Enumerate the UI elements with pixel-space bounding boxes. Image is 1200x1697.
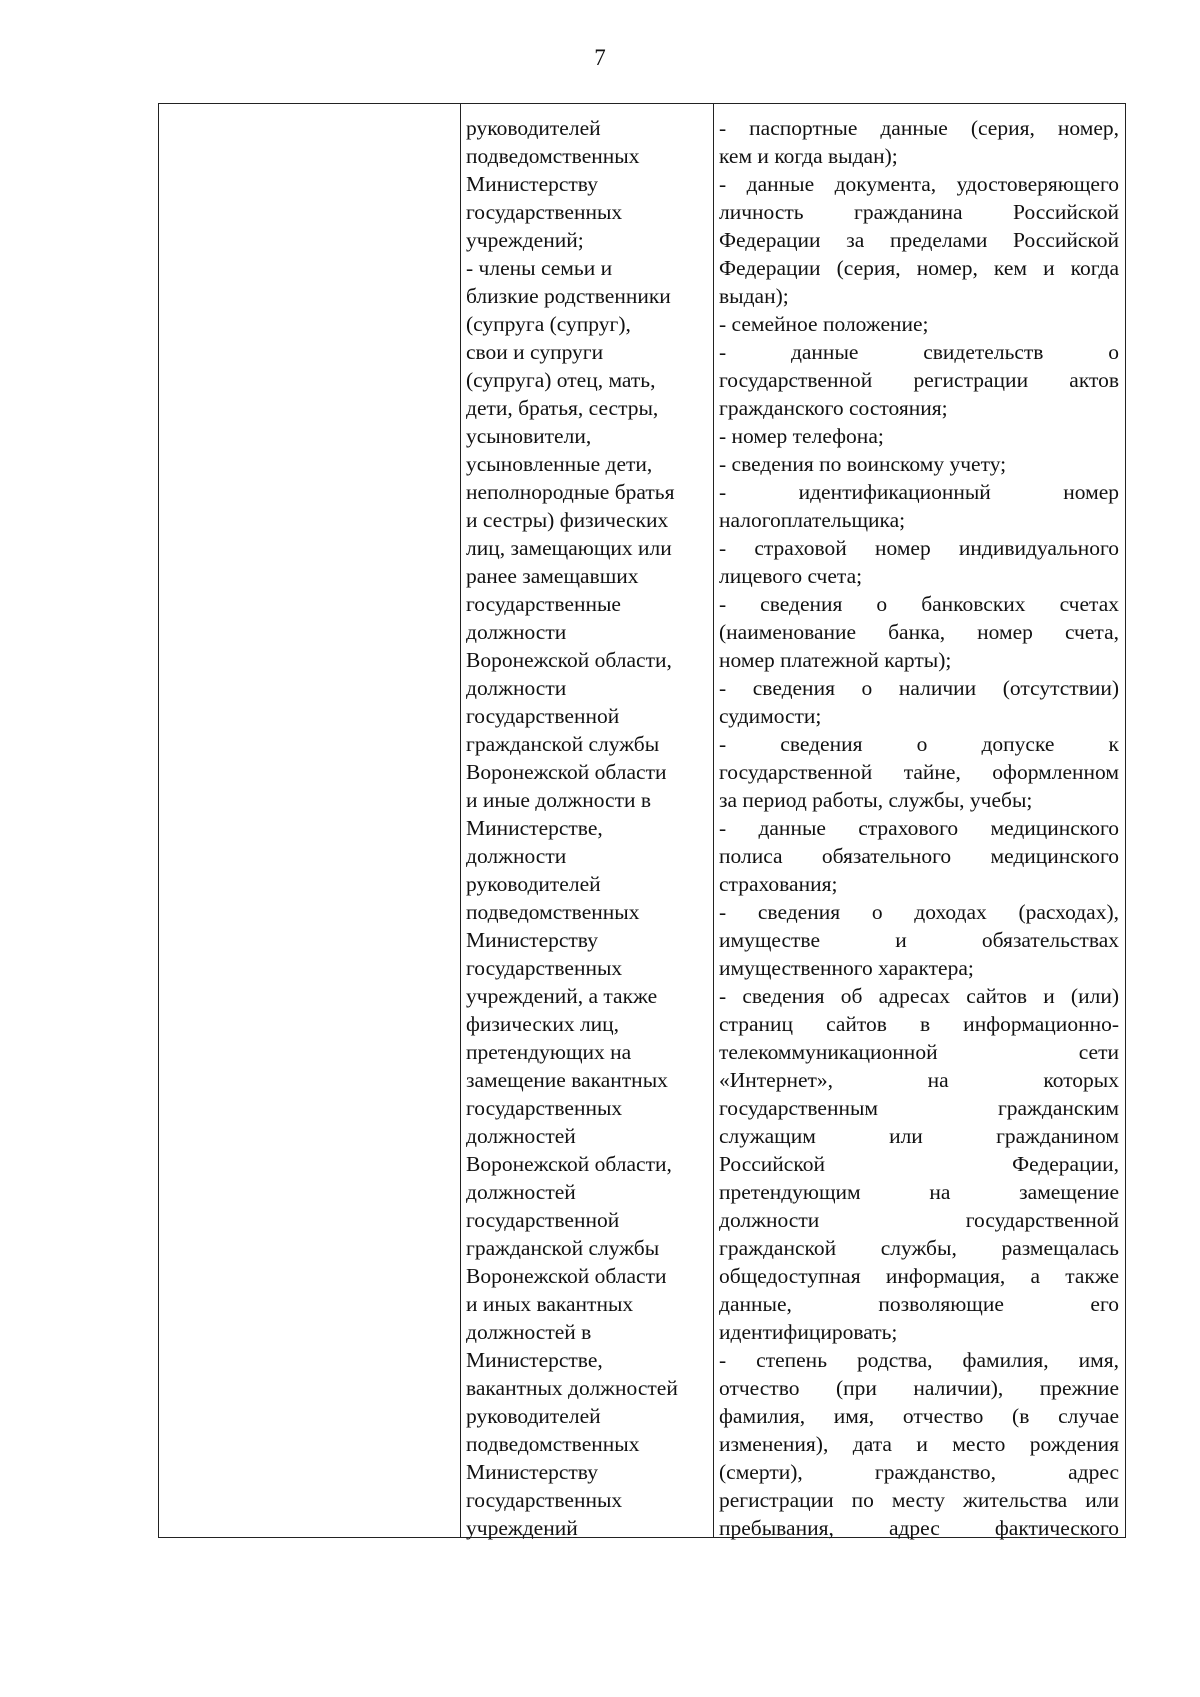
personal-data-line: судимости;	[719, 704, 822, 728]
subject-category-line: должности	[466, 620, 567, 644]
personal-data-line: претендующим на замещение	[719, 1180, 1119, 1204]
personal-data-line: государственным гражданским	[719, 1096, 1119, 1120]
personal-data-line: - номер телефона;	[719, 424, 884, 448]
personal-data-line: служащим или гражданином	[719, 1124, 1119, 1148]
personal-data-line: имуществе и обязательствах	[719, 928, 1119, 952]
subject-category-line: Воронежской области,	[466, 648, 672, 672]
subject-category-line: государственные	[466, 592, 621, 616]
subject-category-line: государственных	[466, 200, 623, 224]
subject-category-line: государственной	[466, 1208, 620, 1232]
personal-data-line: фамилия, имя, отчество (в случае	[719, 1404, 1119, 1428]
subject-category-line: руководителей	[466, 872, 601, 896]
personal-data-line: «Интернет», на которых	[719, 1068, 1119, 1092]
subject-category-line: и иных вакантных	[466, 1292, 634, 1316]
subject-category-line: должности	[466, 676, 567, 700]
personal-data-line: - паспортные данные (серия, номер,	[719, 116, 1119, 140]
subject-category-line: учреждений, а также	[466, 984, 658, 1008]
personal-data-line: - сведения о банковских счетах	[719, 592, 1119, 616]
subject-category-line: должностей	[466, 1180, 576, 1204]
subject-category-line: подведомственных	[466, 144, 640, 168]
subject-category-line: Воронежской области,	[466, 1152, 672, 1176]
subject-category-line: и сестры) физических	[466, 508, 669, 532]
personal-data-line: - сведения о допуске к	[719, 732, 1119, 756]
personal-data-line: за период работы, службы, учебы;	[719, 788, 1033, 812]
subject-category-line: Министерстве,	[466, 816, 603, 840]
subject-category-line: учреждений	[466, 1516, 578, 1540]
personal-data-line: выдан);	[719, 284, 789, 308]
subject-category-line: ранее замещавших	[466, 564, 639, 588]
subject-category-line: Министерстве,	[466, 1348, 603, 1372]
data-table	[158, 103, 1126, 1538]
personal-data-line: кем и когда выдан);	[719, 144, 898, 168]
subject-category-line: учреждений;	[466, 228, 584, 252]
subject-category-line: государственных	[466, 956, 623, 980]
personal-data-line: идентифицировать;	[719, 1320, 898, 1344]
personal-data-line: - данные документа, удостоверяющего	[719, 172, 1119, 196]
subject-category-line: Министерству	[466, 1460, 598, 1484]
personal-data-line: - идентификационный номер	[719, 480, 1119, 504]
subject-category-line: государственной	[466, 704, 620, 728]
personal-data-line: полиса обязательного медицинского	[719, 844, 1119, 868]
personal-data-line: налогоплательщика;	[719, 508, 906, 532]
personal-data-line: страниц сайтов в информационно-	[719, 1012, 1119, 1036]
subject-category-line: подведомственных	[466, 900, 640, 924]
personal-data-line: телекоммуникационной сети	[719, 1040, 1119, 1064]
subject-category-line: подведомственных	[466, 1432, 640, 1456]
page-number: 7	[594, 45, 606, 70]
personal-data-line: - сведения о доходах (расходах),	[719, 900, 1119, 924]
subject-category-line: гражданской службы	[466, 1236, 660, 1260]
personal-data-line: отчество (при наличии), прежние	[719, 1376, 1119, 1400]
subject-category-line: государственных	[466, 1488, 623, 1512]
personal-data-line: лицевого счета;	[719, 564, 863, 588]
personal-data-line: гражданской службы, размещалась	[719, 1236, 1119, 1260]
personal-data-line: регистрации по месту жительства или	[719, 1488, 1119, 1512]
personal-data-line: - данные свидетельств о	[719, 340, 1119, 364]
personal-data-line: Федерации (серия, номер, кем и когда	[719, 256, 1119, 280]
personal-data-line: личность гражданина Российской	[719, 200, 1119, 224]
personal-data-line: государственной тайне, оформленном	[719, 760, 1119, 784]
subject-category-line: должностей в	[466, 1320, 592, 1344]
personal-data-line: - степень родства, фамилия, имя,	[719, 1348, 1119, 1372]
table-column-1	[159, 104, 461, 1537]
personal-data-line: общедоступная информация, а также	[719, 1264, 1119, 1288]
subject-category-line: свои и супруги	[466, 340, 604, 364]
subject-category-line: - члены семьи и	[466, 256, 613, 280]
table-column-categories	[461, 104, 714, 1540]
subject-category-line: (супруга (супруг),	[466, 312, 631, 336]
subject-category-line: Министерству	[466, 928, 598, 952]
subject-category-line: гражданской службы	[466, 732, 660, 756]
subject-category-line: дети, братья, сестры,	[466, 396, 659, 420]
personal-data-line: номер платежной карты);	[719, 648, 952, 672]
subject-category-line: должности	[466, 844, 567, 868]
personal-data-line: - семейное положение;	[719, 312, 929, 336]
subject-category-line: лиц, замещающих или	[466, 536, 672, 560]
subject-category-line: руководителей	[466, 1404, 601, 1428]
subject-category-line: (супруга) отец, мать,	[466, 368, 656, 392]
subject-category-line: Воронежской области	[466, 760, 667, 784]
personal-data-line: изменения), дата и место рождения	[719, 1432, 1119, 1456]
subject-category-line: Воронежской области	[466, 1264, 667, 1288]
subject-category-line: претендующих на	[466, 1040, 632, 1064]
personal-data-line: страхования;	[719, 872, 838, 896]
subject-category-line: должностей	[466, 1124, 576, 1148]
personal-data-line: - данные страхового медицинского	[719, 816, 1119, 840]
personal-data-line: (смерти), гражданство, адрес	[719, 1460, 1119, 1484]
subject-category-line: физических лиц,	[466, 1012, 620, 1036]
personal-data-line: - сведения о наличии (отсутствии)	[719, 676, 1119, 700]
personal-data-line: - сведения по воинскому учету;	[719, 452, 1007, 476]
personal-data-line: - сведения об адресах сайтов и (или)	[719, 984, 1119, 1008]
personal-data-line: должности государственной	[719, 1208, 1119, 1232]
personal-data-line: (наименование банка, номер счета,	[719, 620, 1119, 644]
personal-data-line: пребывания, адрес фактического	[719, 1516, 1119, 1540]
subject-category-line: Министерству	[466, 172, 598, 196]
subject-category-line: усыновители,	[466, 424, 592, 448]
subject-category-line: усыновленные дети,	[466, 452, 653, 476]
subject-category-line: государственных	[466, 1096, 623, 1120]
personal-data-line: гражданского состояния;	[719, 396, 948, 420]
subject-category-line: неполнородные братья	[466, 480, 675, 504]
personal-data-line: имущественного характера;	[719, 956, 974, 980]
subject-category-line: близкие родственники	[466, 284, 671, 308]
subject-category-line: замещение вакантных	[466, 1068, 668, 1092]
personal-data-line: - страховой номер индивидуального	[719, 536, 1119, 560]
subject-category-line: вакантных должностей	[466, 1376, 678, 1400]
table-column-personal-data	[714, 104, 1125, 1540]
personal-data-line: государственной регистрации актов	[719, 368, 1119, 392]
subject-category-line: и иные должности в	[466, 788, 652, 812]
personal-data-line: данные, позволяющие его	[719, 1292, 1119, 1316]
personal-data-line: Российской Федерации,	[719, 1152, 1119, 1176]
personal-data-line: Федерации за пределами Российской	[719, 228, 1119, 252]
subject-category-line: руководителей	[466, 116, 601, 140]
